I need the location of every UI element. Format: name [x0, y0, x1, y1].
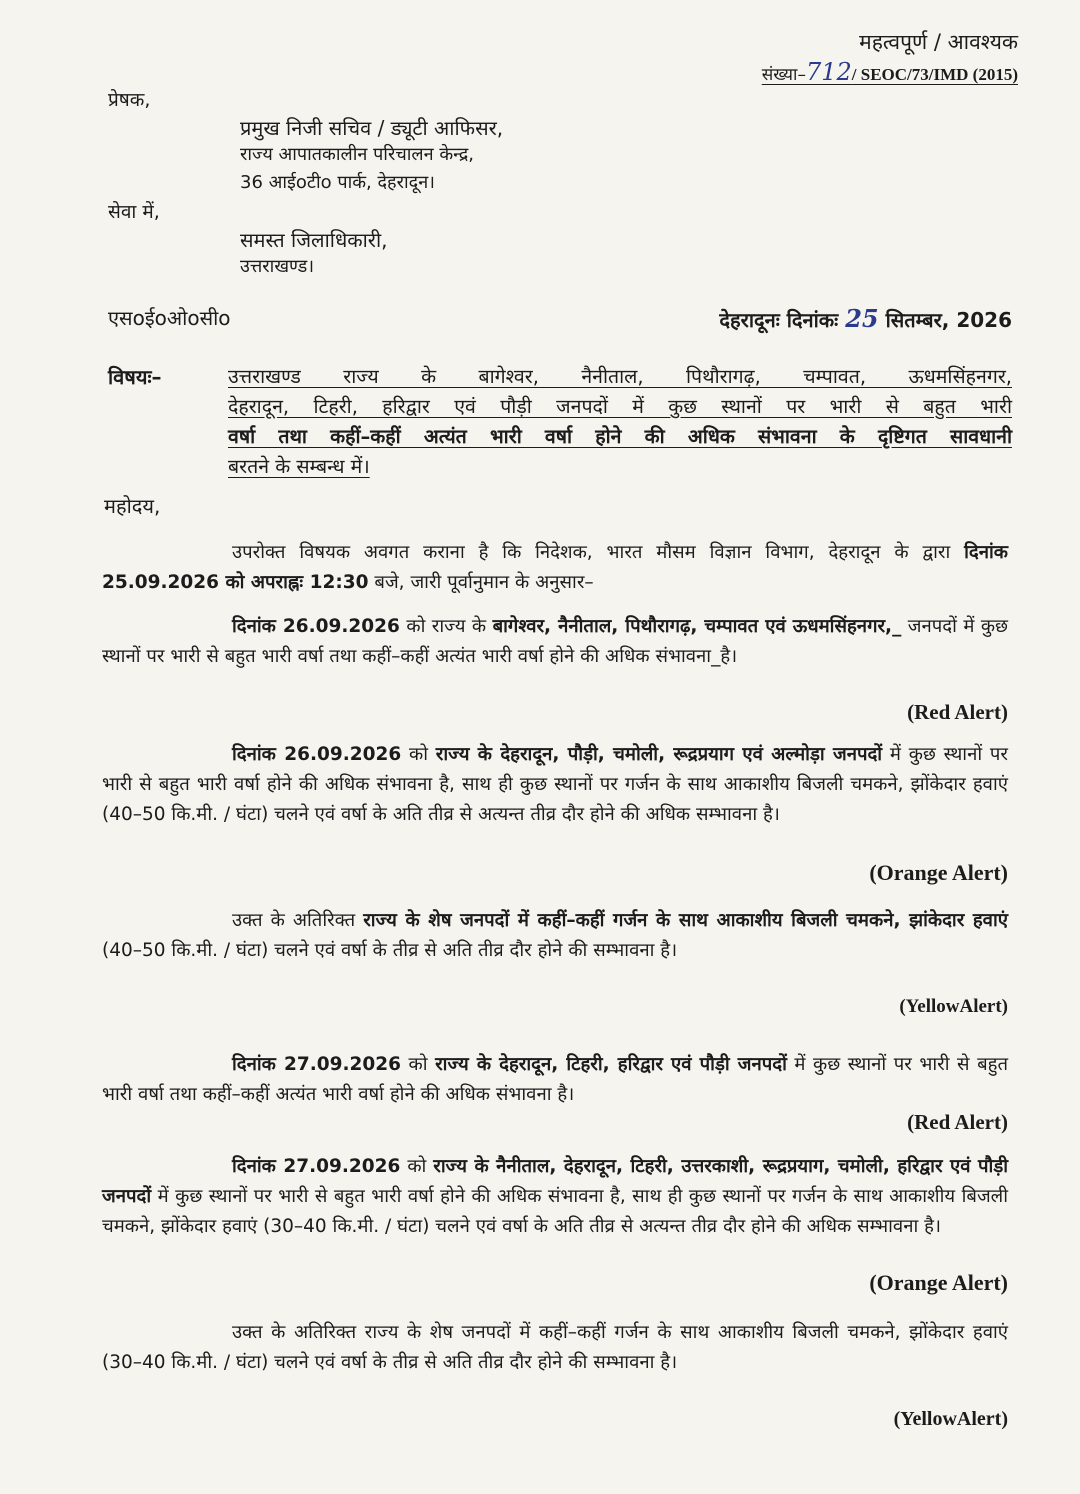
para-2-date: दिनांक 26.09.2026: [232, 744, 402, 765]
para-3-bold: राज्य के शेष जनपदों में कहीं–कहीं गर्जन के साथ आकाशीय बिजली चमकने, झांकेदार हवाएं: [363, 910, 1008, 931]
subject-line-3: वर्षा तथा कहीं–कहीं अत्यंत भारी वर्षा होने की अधिक संभावना के दृष्टिगत सावधानी: [228, 425, 1012, 448]
para-3-text-2: (40–50 कि.मी. / घंटा) चलने एवं वर्षा के तीव्र से अति तीव्र दौर होने की सम्भावना है।: [102, 940, 678, 961]
para-5-date: दिनांक 27.09.2026: [232, 1156, 401, 1177]
intro-part-3: बजे, जारी पूर्वानुमान के अनुसार–: [374, 572, 594, 593]
alert-label-6: (YellowAlert): [893, 1408, 1008, 1430]
para-5-text-1: को: [400, 1156, 434, 1177]
para-3-text-1: उक्त के अतिरिक्त: [232, 910, 364, 931]
forecast-paragraph-2: [102, 740, 1008, 830]
para-4-text-1: को: [401, 1054, 436, 1075]
para-2-text-2: में कुछ स्थानों पर भारी से बहुत भारी वर्षा होने की अधिक संभावना है, साथ ही कुछ स्थानों पर गर्जन के साथ आकाशीय बिजली चमकने, झोंकेदार हवाएं (40–50 कि.मी. / घंटा) चलने एवं वर्षा के अति तीव्र से अत्यन्त तीव्र दौर होने की अधिक सम्भावना है।: [102, 744, 1008, 825]
para-2-districts: राज्य के देहरादून, पौड़ी, चमोली, रूद्रप्रयाग एवं अल्मोड़ा जनपदों: [435, 744, 883, 765]
intro-paragraph: [102, 538, 1008, 598]
forecast-paragraph-5: [102, 1152, 1008, 1242]
alert-label-2: (Orange Alert): [869, 860, 1008, 885]
para-1-text-1: को राज्य के: [399, 616, 493, 637]
recipient-line-2: उत्तराखण्ड।: [240, 256, 315, 277]
para-1-districts: बागेश्वर, नैनीताल, पिथौरागढ़, चम्पावत एवं ऊधमसिंहनगर,_: [492, 616, 902, 637]
para-1-date: दिनांक 26.09.2026: [232, 616, 400, 637]
date-suffix: सितम्बर, 2026: [885, 308, 1012, 332]
para-2-text-1: को: [401, 744, 436, 765]
alert-label-4: (Red Alert): [907, 1110, 1008, 1134]
sender-line-3: 36 आईoटीo पार्क, देहरादून।: [240, 172, 436, 193]
forecast-paragraph-3: [102, 906, 1008, 966]
date-handwritten-day: 25: [845, 304, 879, 333]
subject-label: विषयः–: [108, 365, 162, 389]
para-5-text-2: में कुछ स्थानों पर भारी से बहुत भारी वर्षा होने की अधिक संभावना है, साथ ही कुछ स्थानों पर गर्जन के साथ आकाशीय बिजली चमकने, झोंकेदार हवाएं (30–40 कि.मी. / घंटा) चलने एवं वर्षा के अति तीव्र से अत्यन्त तीव्र दौर होने की अधिक सम्भावना है।: [102, 1186, 1008, 1237]
ref-suffix: / SEOC/73/IMD (2015): [851, 65, 1018, 84]
reference-number: [762, 58, 1018, 86]
recipient-label: सेवा में,: [108, 201, 160, 223]
para-1-text-2: जनपदों में कुछ स्थानों पर भारी से बहुत भारी वर्षा तथा कहीं–कहीं अत्यंत भारी वर्षा होने की अधिक संभावना_है।: [102, 616, 1009, 667]
salutation: महोदय,: [104, 494, 161, 518]
ref-handwritten-number: 712: [805, 58, 852, 86]
date-line: [719, 304, 1012, 333]
alert-label-1: (Red Alert): [907, 700, 1008, 724]
forecast-paragraph-6: [102, 1318, 1008, 1378]
intro-part-1: उपरोक्त विषयक अवगत कराना है कि निदेशक, भारत मौसम विज्ञान विभाग, देहरादून के द्वारा: [232, 542, 951, 563]
alert-label-5: (Orange Alert): [869, 1270, 1008, 1295]
para-4-text-2: में कुछ स्थानों पर भारी से बहुत भारी वर्षा तथा कहीं–कहीं अत्यंत भारी वर्षा होने की अधिक संभावना है।: [102, 1054, 1009, 1105]
recipient-line-1: समस्त जिलाधिकारी,: [240, 228, 388, 252]
para-5-districts: राज्य के नैनीताल, देहरादून, टिहरी, उत्तरकाशी, रूद्रप्रयाग, चमोली, हरिद्वार एवं पौड़ी जनपदों: [102, 1156, 1009, 1207]
priority-label: महत्वपूर्ण / आवश्यक: [859, 30, 1018, 54]
subject-line-2: देहरादून, टिहरी, हरिद्वार एवं पौड़ी जनपदों में कुछ स्थानों पर भारी से बहुत भारी: [228, 395, 1012, 418]
forecast-paragraph-4: [102, 1050, 1008, 1110]
ref-prefix: संख्या–: [761, 65, 806, 85]
para-4-date: दिनांक 27.09.2026: [232, 1054, 402, 1075]
subject-line-4: बरतने के सम्बन्ध में।: [228, 455, 370, 478]
sender-line-1: प्रमुख निजी सचिव / ड्यूटी आफिसर,: [240, 116, 504, 140]
alert-label-3: (YellowAlert): [899, 996, 1008, 1017]
subject-line-1: उत्तराखण्ड राज्य के बागेश्वर, नैनीताल, पिथौरागढ़, चम्पावत, ऊधमसिंहनगर,: [228, 365, 1012, 388]
subject-text: [228, 362, 1012, 482]
para-4-districts: राज्य के देहरादून, टिहरी, हरिद्वार एवं पौड़ी जनपदों: [435, 1054, 787, 1075]
forecast-paragraph-1: [102, 612, 1008, 672]
intro-part-2: दिनांक 25.09.2026 को अपराह्नः 12:30: [102, 542, 1008, 593]
sender-label: प्रेषक,: [108, 89, 151, 111]
office-code: एसoईoओoसीo: [108, 306, 231, 330]
sender-line-2: राज्य आपातकालीन परिचालन केन्द्र,: [240, 144, 475, 165]
date-prefix: देहरादूनः दिनांकः: [719, 308, 839, 332]
para-6-text: उक्त के अतिरिक्त राज्य के शेष जनपदों में कहीं–कहीं गर्जन के साथ आकाशीय बिजली चमकने, झोंकेदार हवाएं (30–40 कि.मी. / घंटा) चलने एवं वर्षा के तीव्र से अति तीव्र दौर होने की सम्भावना है।: [102, 1322, 1008, 1373]
